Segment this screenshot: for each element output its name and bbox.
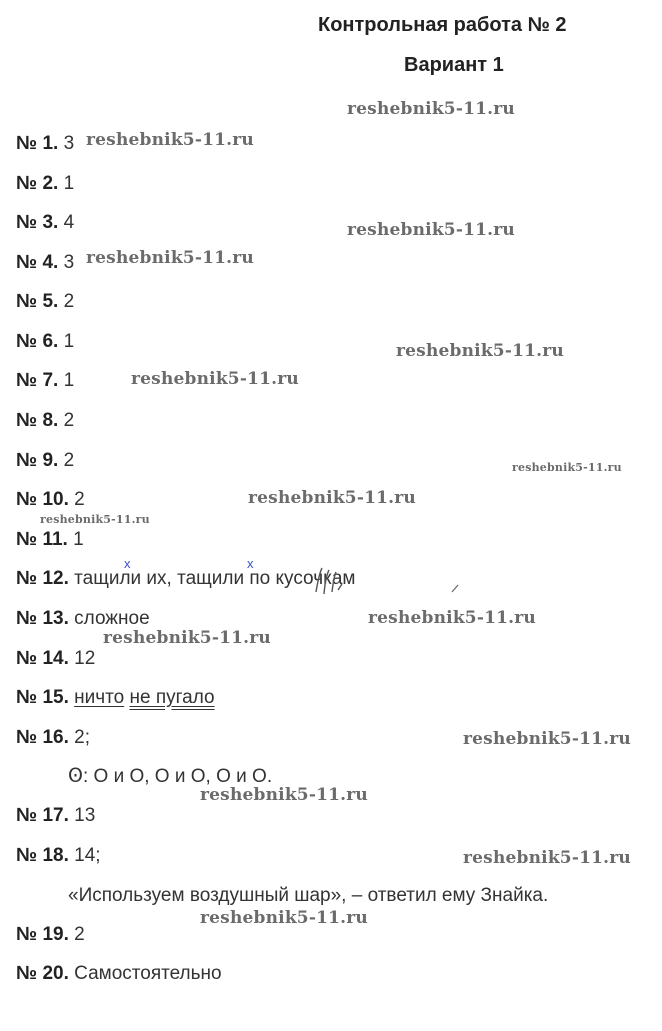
answer-label: № 14. bbox=[16, 648, 69, 669]
answer-row-18 bbox=[16, 844, 101, 868]
answer-label: № 11. bbox=[16, 529, 68, 550]
answer-label: № 2. bbox=[16, 173, 59, 194]
answer-row-20 bbox=[16, 962, 222, 986]
answer-value: 12 bbox=[74, 648, 96, 669]
stress-mark: x bbox=[124, 556, 131, 571]
watermark: reshebnik5-11.ru bbox=[131, 369, 299, 389]
answer-row-14 bbox=[16, 647, 95, 671]
answer-label: № 9. bbox=[16, 450, 59, 471]
answer-value: 14; bbox=[74, 845, 101, 866]
pen-tick-mark bbox=[450, 582, 462, 594]
answer-row-10 bbox=[16, 488, 85, 512]
watermark: reshebnik5-11.ru bbox=[347, 220, 515, 240]
answer-value: 4 bbox=[63, 212, 75, 233]
answer-row-6 bbox=[16, 330, 74, 354]
answer-row-16 bbox=[16, 726, 90, 750]
answer-label: № 16. bbox=[16, 727, 69, 748]
answer-value: 2; bbox=[74, 727, 91, 748]
watermark: reshebnik5-11.ru bbox=[200, 785, 368, 805]
watermark: reshebnik5-11.ru bbox=[40, 513, 150, 526]
answer-value: 1 bbox=[73, 529, 84, 550]
answer-label: № 13. bbox=[16, 608, 69, 629]
answer-value: 2 bbox=[74, 489, 85, 510]
answer-value: 1 bbox=[63, 173, 75, 194]
answer-label: № 4. bbox=[16, 252, 59, 273]
answer-row-9 bbox=[16, 449, 74, 473]
watermark: reshebnik5-11.ru bbox=[200, 908, 368, 928]
answer-label: № 3. bbox=[16, 212, 59, 233]
answer-label: № 15. bbox=[16, 687, 69, 708]
answer-label: № 18. bbox=[16, 845, 69, 866]
answer-value: 2 bbox=[63, 410, 75, 431]
answer-value: 1 bbox=[63, 370, 75, 391]
answer-value: сложное bbox=[74, 608, 150, 629]
watermark: reshebnik5-11.ru bbox=[248, 488, 416, 508]
answer-label: № 7. bbox=[16, 370, 59, 391]
answer-row-1 bbox=[16, 132, 74, 156]
variant-title: Вариант 1 bbox=[404, 54, 504, 76]
page-title: Контрольная работа № 2 bbox=[318, 14, 567, 36]
answer-label: № 19. bbox=[16, 924, 69, 945]
answer-row-15 bbox=[16, 686, 215, 710]
predicate-underline: не пугало bbox=[129, 687, 215, 708]
answer-row-8 bbox=[16, 409, 74, 433]
watermark: reshebnik5-11.ru bbox=[396, 341, 564, 361]
answer-value: Самостоятельно bbox=[74, 963, 222, 984]
answer-value: тащили их, тащили по кусочкам bbox=[74, 568, 356, 589]
answer-row-7 bbox=[16, 369, 74, 393]
watermark: reshebnik5-11.ru bbox=[86, 130, 254, 150]
answer-label: № 12. bbox=[16, 568, 69, 589]
answer-row-17 bbox=[16, 804, 95, 828]
answer-row-19 bbox=[16, 923, 85, 947]
answer-row-5 bbox=[16, 290, 74, 314]
answer-16-detail: Ꙩ: О и О, О и О, О и О. bbox=[68, 766, 273, 787]
answer-label: № 5. bbox=[16, 291, 59, 312]
pen-scribble-mark bbox=[312, 562, 348, 598]
answer-value: 13 bbox=[74, 805, 96, 826]
answer-value: 2 bbox=[74, 924, 85, 945]
answer-row-4 bbox=[16, 251, 74, 275]
answer-value: 2 bbox=[63, 291, 75, 312]
answer-label: № 1. bbox=[16, 133, 59, 154]
subject-underline: ничто bbox=[74, 687, 125, 708]
answer-row-3 bbox=[16, 211, 74, 235]
answer-label: № 17. bbox=[16, 805, 69, 826]
answer-value: 2 bbox=[63, 450, 75, 471]
answer-label: № 20. bbox=[16, 963, 69, 984]
answer-value: 3 bbox=[63, 252, 75, 273]
watermark: reshebnik5-11.ru bbox=[86, 248, 254, 268]
answer-label: № 10. bbox=[16, 489, 69, 510]
watermark: reshebnik5-11.ru bbox=[512, 461, 622, 474]
answer-row-12 bbox=[16, 567, 355, 591]
watermark: reshebnik5-11.ru bbox=[103, 628, 271, 648]
watermark: reshebnik5-11.ru bbox=[368, 608, 536, 628]
answer-18-detail: «Используем воздушный шар», – ответил ему Знайка. bbox=[68, 885, 549, 906]
answer-value: 1 bbox=[63, 331, 75, 352]
watermark: reshebnik5-11.ru bbox=[347, 99, 515, 119]
answer-row-2 bbox=[16, 172, 74, 196]
answer-value: 3 bbox=[63, 133, 75, 154]
watermark: reshebnik5-11.ru bbox=[463, 848, 631, 868]
watermark: reshebnik5-11.ru bbox=[463, 729, 631, 749]
stress-mark: x bbox=[247, 556, 254, 571]
answer-label: № 6. bbox=[16, 331, 59, 352]
answer-row-11 bbox=[16, 528, 84, 552]
answer-label: № 8. bbox=[16, 410, 59, 431]
